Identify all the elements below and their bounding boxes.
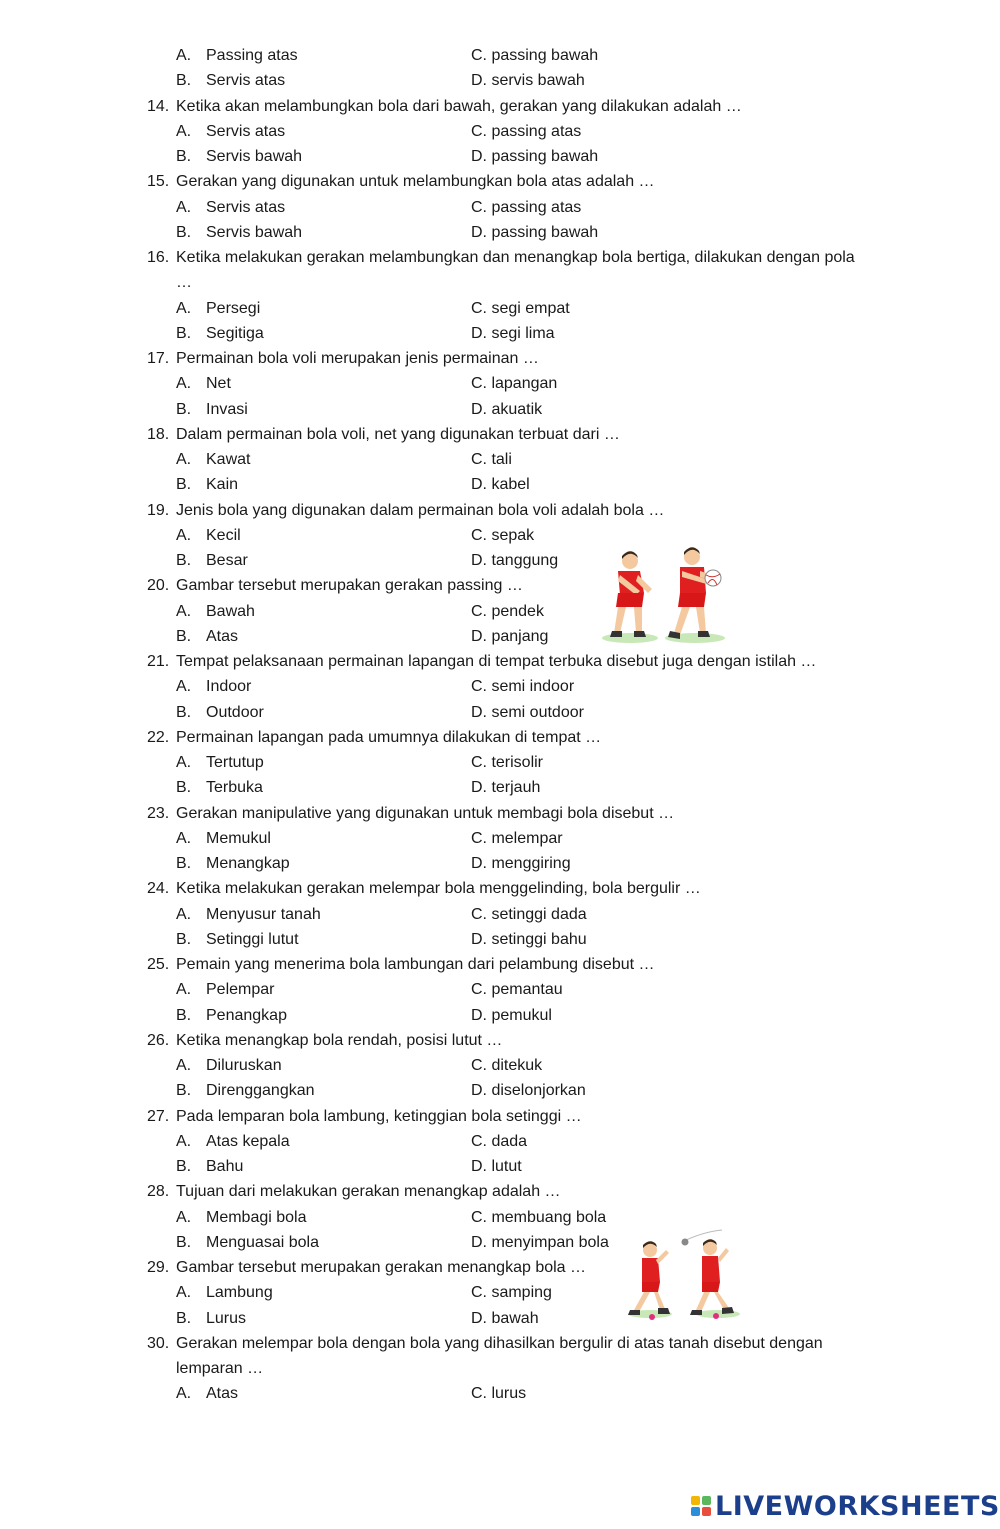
option-row (0, 1129, 1000, 1154)
option-left[interactable]: Menguasai bola (206, 1233, 319, 1251)
option-letter: B. (176, 223, 192, 241)
option-right[interactable]: C. pemantau (471, 981, 563, 999)
option-row (0, 851, 1000, 876)
option-right[interactable]: C. melempar (471, 829, 563, 847)
option-row (0, 674, 1000, 699)
option-left[interactable]: Memukul (206, 829, 271, 847)
option-letter: B. (176, 1006, 192, 1024)
option-row (0, 1053, 1000, 1078)
option-left[interactable]: Servis bawah (206, 148, 303, 165)
option-letter: A. (176, 198, 192, 216)
option-left[interactable]: Persegi (206, 299, 261, 317)
option-row (0, 195, 1000, 220)
option-letter: A. (176, 1284, 192, 1302)
option-letter: B. (176, 1309, 192, 1327)
option-right[interactable]: C. dada (471, 1132, 528, 1150)
option-right[interactable]: D. tanggung (471, 552, 559, 569)
option-letter: A. (176, 678, 192, 696)
option-left[interactable]: Membagi bola (206, 1208, 307, 1226)
option-left[interactable]: Kain (206, 476, 239, 494)
liveworksheets-logo[interactable] (691, 1490, 1000, 1522)
question-number: 16. (147, 249, 170, 266)
question-text: Pada lemparan bola lambung, ketinggian bola setinggi … (176, 1107, 582, 1125)
option-row (0, 977, 1000, 1002)
question-text: lemparan … (176, 1360, 264, 1377)
question-row (0, 94, 1000, 119)
question-number: 15. (147, 173, 170, 191)
question-number: 25. (147, 956, 170, 973)
option-right[interactable]: C. sepak (471, 526, 535, 544)
option-left[interactable]: Terbuka (206, 779, 263, 797)
option-left[interactable]: Atas (206, 627, 239, 645)
option-right[interactable]: D. semi outdoor (471, 703, 584, 721)
option-right[interactable]: D. menyimpan bola (471, 1233, 609, 1251)
option-left[interactable]: Servis atas (206, 72, 286, 90)
option-right[interactable]: D. setinggi bahu (471, 930, 587, 948)
option-letter: A. (176, 981, 192, 999)
option-row (0, 447, 1000, 472)
option-letter: B. (176, 148, 192, 165)
question-number: 17. (147, 350, 170, 367)
option-letter: B. (176, 72, 192, 90)
question-text: Tujuan dari melakukan gerakan menangkap adalah … (176, 1183, 561, 1201)
option-right[interactable]: C. lapangan (471, 375, 558, 393)
option-right[interactable]: C. terisolir (471, 754, 544, 771)
question-text: Ketika akan melambungkan bola dari bawah, gerakan yang dilakukan adalah … (176, 97, 742, 115)
option-row (0, 1003, 1000, 1028)
question-row (0, 1104, 1000, 1129)
option-letter: A. (176, 47, 192, 64)
option-right[interactable]: D. pemukul (471, 1006, 552, 1024)
question-row (0, 498, 1000, 523)
option-row (0, 220, 1000, 245)
question-number: 21. (147, 653, 170, 670)
question-number: 30. (147, 1334, 170, 1352)
option-row (0, 1205, 1000, 1230)
option-letter: B. (176, 400, 192, 418)
question-text: Permainan bola voli merupakan jenis permainan … (176, 350, 539, 367)
option-left[interactable]: Kawat (206, 451, 251, 468)
option-right[interactable]: C. membuang bola (471, 1208, 607, 1226)
option-left[interactable]: Pelempar (206, 981, 275, 999)
option-right[interactable]: D. bawah (471, 1309, 539, 1327)
question-text: Gerakan yang digunakan untuk melambungkan bola atas adalah … (176, 173, 655, 191)
option-row (0, 523, 1000, 548)
question-text: Tempat pelaksanaan permainan lapangan di tempat terbuka disebut juga dengan istilah … (176, 653, 817, 670)
option-right[interactable]: C. samping (471, 1284, 552, 1302)
question-text: Jenis bola yang digunakan dalam permainan bola voli adalah bola … (176, 501, 665, 519)
option-left[interactable]: Menangkap (206, 855, 290, 872)
question-row (0, 725, 1000, 750)
option-left[interactable]: Lurus (206, 1309, 247, 1327)
option-right[interactable]: C. setinggi dada (471, 905, 587, 923)
question-text: Ketika melakukan gerakan melambungkan dan menangkap bola bertiga, dilakukan dengan pola (176, 249, 855, 266)
option-letter: B. (176, 552, 192, 569)
option-letter: A. (176, 829, 192, 847)
option-letter: A. (176, 1385, 192, 1403)
option-letter: A. (176, 299, 192, 317)
option-right[interactable]: C. tali (471, 451, 512, 468)
option-row (0, 1280, 1000, 1305)
option-letter: B. (176, 1082, 192, 1100)
question-row (0, 1255, 1000, 1280)
option-left[interactable]: Penangkap (206, 1006, 287, 1024)
option-left[interactable]: Besar (206, 552, 248, 569)
question-continuation (0, 270, 1000, 295)
question-number: 26. (147, 1031, 170, 1049)
option-left[interactable]: Atas kepala (206, 1132, 290, 1150)
option-row (0, 321, 1000, 346)
option-row (0, 68, 1000, 93)
question-number: 24. (147, 880, 170, 898)
option-right[interactable]: D. kabel (471, 476, 530, 494)
question-text: Gambar tersebut merupakan gerakan menangkap bola … (176, 1259, 587, 1276)
option-left[interactable]: Invasi (206, 400, 248, 418)
option-row (0, 43, 1000, 68)
question-row (0, 245, 1000, 270)
option-letter: B. (176, 930, 192, 948)
option-right[interactable]: C. segi empat (471, 299, 570, 317)
option-row (0, 1078, 1000, 1103)
question-number: 22. (147, 728, 170, 746)
question-row (0, 169, 1000, 194)
question-text: Gerakan manipulative yang digunakan untuk membagi bola disebut … (176, 804, 675, 822)
option-row (0, 1154, 1000, 1179)
option-letter: B. (176, 1158, 192, 1175)
question-row (0, 876, 1000, 901)
option-right[interactable]: D. akuatik (471, 400, 543, 418)
option-right[interactable]: D. segi lima (471, 324, 555, 342)
option-left[interactable]: Direnggangkan (206, 1082, 315, 1100)
option-right[interactable]: C. passing bawah (471, 47, 599, 64)
option-left[interactable]: Segitiga (206, 324, 264, 342)
option-letter: A. (176, 1132, 192, 1150)
option-left[interactable]: Bawah (206, 602, 255, 620)
option-left[interactable]: Tertutup (206, 754, 264, 771)
option-right[interactable]: C. semi indoor (471, 678, 575, 696)
option-letter: A. (176, 375, 192, 393)
option-left[interactable]: Indoor (206, 678, 252, 696)
option-row (0, 1306, 1000, 1331)
option-row (0, 1230, 1000, 1255)
worksheet-page (0, 43, 1000, 1407)
option-left[interactable]: Kecil (206, 526, 241, 544)
option-row (0, 1381, 1000, 1406)
passing-illustration (600, 545, 730, 647)
option-letter: A. (176, 1057, 192, 1074)
option-right[interactable]: D. terjauh (471, 779, 541, 797)
question-number: 14. (147, 97, 170, 115)
option-left[interactable]: Servis atas (206, 122, 286, 140)
option-row (0, 472, 1000, 497)
option-left[interactable]: Atas (206, 1385, 239, 1403)
question-text: Ketika menangkap bola rendah, posisi lutut … (176, 1031, 503, 1049)
option-row (0, 700, 1000, 725)
question-text: … (176, 274, 192, 292)
option-letter: B. (176, 627, 192, 645)
option-row (0, 624, 1000, 649)
question-number: 23. (147, 804, 170, 822)
option-left[interactable]: Lambung (206, 1284, 273, 1302)
question-row (0, 1028, 1000, 1053)
question-row (0, 422, 1000, 447)
question-number: 18. (147, 425, 170, 443)
option-row (0, 826, 1000, 851)
option-right[interactable]: C. pendek (471, 602, 544, 620)
option-row (0, 775, 1000, 800)
question-text: Permainan lapangan pada umumnya dilakukan di tempat … (176, 728, 602, 746)
option-row (0, 548, 1000, 573)
question-text: Ketika melakukan gerakan melempar bola menggelinding, bola bergulir … (176, 880, 701, 898)
option-left[interactable]: Passing atas (206, 47, 298, 64)
option-right[interactable]: D. passing bawah (471, 148, 599, 165)
question-text: Dalam permainan bola voli, net yang digunakan terbuat dari … (176, 425, 620, 443)
option-right[interactable]: D. servis bawah (471, 72, 585, 90)
option-left[interactable]: Servis atas (206, 198, 286, 216)
option-row (0, 119, 1000, 144)
option-letter: B. (176, 855, 192, 872)
question-number: 29. (147, 1259, 170, 1276)
question-text: Gerakan melempar bola dengan bola yang dihasilkan bergulir di atas tanah disebut dengan (176, 1334, 823, 1352)
option-right[interactable]: C. passing atas (471, 198, 582, 216)
option-right[interactable]: C. ditekuk (471, 1057, 543, 1074)
question-text: Gambar tersebut merupakan gerakan passing … (176, 577, 523, 595)
question-row (0, 649, 1000, 674)
option-letter: B. (176, 324, 192, 342)
question-text: Pemain yang menerima bola lambungan dari pelambung disebut … (176, 956, 655, 973)
option-right[interactable]: C. lurus (471, 1385, 527, 1403)
option-left[interactable]: Setinggi lutut (206, 930, 299, 948)
option-row (0, 397, 1000, 422)
option-left[interactable]: Outdoor (206, 703, 264, 721)
option-letter: A. (176, 451, 192, 468)
option-row (0, 371, 1000, 396)
logo-wordmark: LIVEWORKSHEETS (715, 1490, 1000, 1522)
option-letter: B. (176, 476, 192, 494)
option-letter: A. (176, 754, 192, 771)
option-row (0, 927, 1000, 952)
option-right[interactable]: D. lutut (471, 1158, 522, 1175)
option-left[interactable]: Bahu (206, 1158, 244, 1175)
question-row (0, 1331, 1000, 1356)
catching-illustration (622, 1228, 744, 1324)
option-letter: A. (176, 905, 192, 923)
question-row (0, 952, 1000, 977)
option-row (0, 144, 1000, 169)
question-number: 27. (147, 1107, 170, 1125)
question-continuation (0, 1356, 1000, 1381)
option-row (0, 599, 1000, 624)
question-number: 28. (147, 1183, 170, 1201)
option-row (0, 750, 1000, 775)
option-row (0, 296, 1000, 321)
option-left[interactable]: Net (206, 375, 231, 393)
option-right[interactable]: D. passing bawah (471, 223, 599, 241)
question-row (0, 573, 1000, 598)
option-left[interactable]: Servis bawah (206, 223, 303, 241)
option-letter: A. (176, 602, 192, 620)
option-right[interactable]: D. panjang (471, 627, 549, 645)
option-right[interactable]: C. passing atas (471, 122, 582, 140)
option-letter: A. (176, 526, 192, 544)
option-letter: B. (176, 703, 192, 721)
question-row (0, 1179, 1000, 1204)
option-letter: A. (176, 1208, 192, 1226)
question-row (0, 346, 1000, 371)
question-number: 19. (147, 501, 170, 519)
option-right[interactable]: D. menggiring (471, 855, 571, 872)
option-row (0, 902, 1000, 927)
option-letter: A. (176, 122, 192, 140)
option-left[interactable]: Diluruskan (206, 1057, 282, 1074)
option-letter: B. (176, 1233, 192, 1251)
question-row (0, 801, 1000, 826)
question-number: 20. (147, 577, 170, 595)
option-right[interactable]: D. diselonjorkan (471, 1082, 586, 1100)
option-letter: B. (176, 779, 192, 797)
option-left[interactable]: Menyusur tanah (206, 905, 321, 923)
liveworksheets-logo-icon (691, 1496, 711, 1516)
